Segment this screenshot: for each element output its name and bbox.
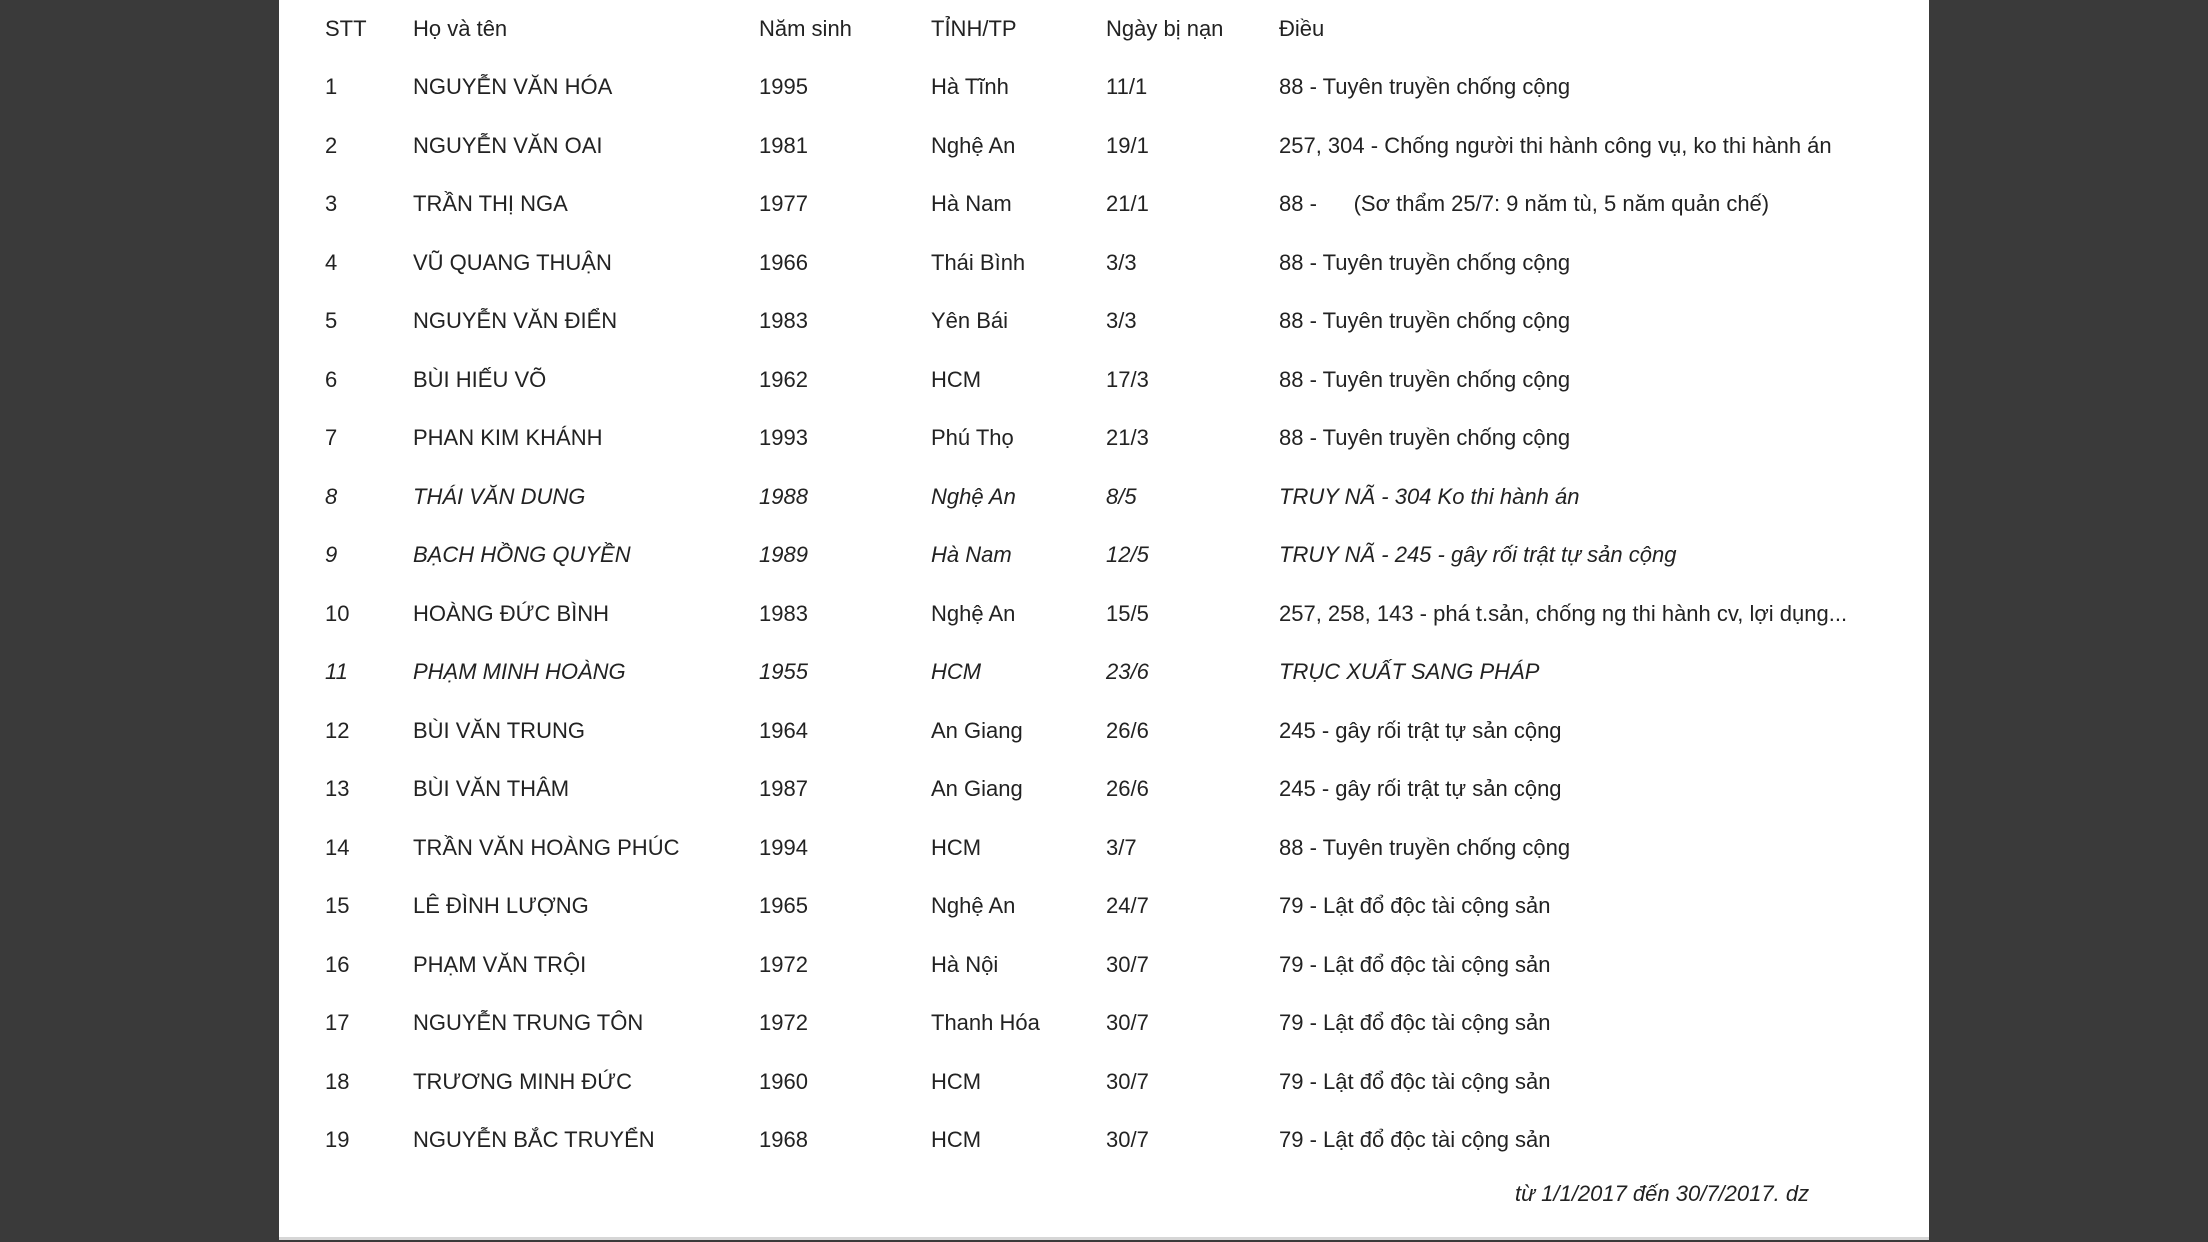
cell-name: NGUYỄN VĂN HÓA — [413, 74, 613, 99]
table-row — [325, 526, 1915, 585]
cell-stt: 11 — [325, 659, 348, 684]
header-date: Ngày bị nạn — [1106, 16, 1224, 41]
cell-date: 21/1 — [1106, 191, 1149, 216]
cell-date: 26/6 — [1106, 776, 1149, 801]
cell-stt: 3 — [325, 191, 338, 216]
cell-name: PHẠM VĂN TRỘI — [413, 951, 587, 977]
table-row — [325, 468, 1915, 527]
cell-stt: 17 — [325, 1010, 350, 1035]
cell-date: 11/1 — [1106, 74, 1148, 99]
cell-date: 26/6 — [1106, 717, 1149, 743]
cell-year: 1972 — [759, 1010, 808, 1035]
cell-province: HCM — [931, 366, 982, 392]
table-row — [325, 175, 1915, 234]
cell-province: Yên Bái — [931, 308, 1009, 333]
cell-law: 245 - gây rối trật tự sản cộng — [1279, 717, 1562, 743]
table-row — [325, 702, 1915, 761]
cell-province: An Giang — [931, 717, 1023, 743]
header-stt: STT — [325, 16, 367, 41]
header-law: Điều — [1279, 16, 1325, 41]
cell-province: Hà Nam — [931, 542, 1012, 567]
cell-date: 3/3 — [1106, 308, 1137, 333]
cell-year: 1962 — [759, 366, 808, 392]
cell-stt: 12 — [325, 717, 350, 743]
cell-date: 17/3 — [1106, 366, 1149, 392]
cell-date: 30/7 — [1106, 1127, 1149, 1152]
cell-year: 1995 — [759, 74, 808, 99]
cell-province: Hà Tĩnh — [931, 74, 1009, 99]
cell-province: Phú Thọ — [931, 425, 1014, 450]
document-page — [279, 0, 1929, 1240]
cell-year: 1983 — [759, 600, 808, 626]
cell-law: 88 - Tuyên truyền chống cộng — [1279, 249, 1571, 275]
cell-province: Thanh Hóa — [931, 1010, 1040, 1035]
table-row — [325, 58, 1915, 117]
cell-year: 1987 — [759, 776, 808, 801]
cell-stt: 4 — [325, 249, 338, 275]
cell-year: 1983 — [759, 308, 808, 333]
cell-name: VŨ QUANG THUẬN — [413, 249, 612, 275]
cell-province: HCM — [931, 659, 982, 684]
cell-stt: 13 — [325, 776, 350, 801]
table-row — [325, 643, 1915, 702]
cell-date: 19/1 — [1106, 132, 1149, 158]
cell-province: Nghệ An — [931, 483, 1016, 509]
cell-year: 1964 — [759, 717, 808, 743]
cell-year: 1955 — [759, 659, 808, 684]
table-row — [325, 1111, 1915, 1170]
cell-law: 257, 258, 143 - phá t.sản, chống ng thi hành cv, lợi dụng... — [1279, 600, 1848, 626]
cell-province: HCM — [931, 1068, 982, 1094]
cell-year: 1966 — [759, 249, 808, 275]
cell-stt: 8 — [325, 483, 338, 509]
cell-province: Thái Bình — [931, 249, 1026, 275]
cell-law: 79 - Lật đổ độc tài cộng sản — [1279, 1010, 1551, 1035]
cell-law: 88 - Tuyên truyền chống cộng — [1279, 366, 1571, 392]
cell-stt: 5 — [325, 308, 338, 333]
cell-province: Hà Nam — [931, 191, 1012, 216]
cell-law: 245 - gây rối trật tự sản cộng — [1279, 776, 1562, 801]
cell-province: HCM — [931, 834, 982, 860]
cell-year: 1993 — [759, 425, 808, 450]
cell-law: 88 - Tuyên truyền chống cộng — [1279, 74, 1571, 99]
table-row — [325, 760, 1915, 819]
cell-date: 3/7 — [1106, 834, 1137, 860]
cell-name: NGUYỄN BẮC TRUYỂN — [413, 1127, 655, 1152]
cell-name: BÙI VĂN TRUNG — [413, 717, 585, 743]
cell-date: 30/7 — [1106, 1068, 1149, 1094]
cell-law: 88 - Tuyên truyền chống cộng — [1279, 425, 1571, 450]
table-row — [325, 994, 1915, 1053]
cell-province: Nghệ An — [931, 132, 1016, 158]
cell-stt: 10 — [325, 600, 350, 626]
cell-province: HCM — [931, 1127, 982, 1152]
table-body — [325, 58, 1915, 1170]
cell-date: 15/5 — [1106, 600, 1149, 626]
cell-law: TRUY NÃ - 304 Ko thi hành án — [1279, 483, 1580, 509]
cell-year: 1960 — [759, 1068, 808, 1094]
cell-name: TRƯƠNG MINH ĐỨC — [413, 1068, 632, 1094]
table-row — [325, 409, 1915, 468]
cell-province: Hà Nội — [931, 951, 999, 977]
cell-year: 1981 — [759, 132, 808, 158]
table-row — [325, 877, 1915, 936]
cell-stt: 7 — [325, 425, 338, 450]
table-header-row — [325, 0, 1915, 58]
cell-year: 1968 — [759, 1127, 808, 1152]
cell-name: NGUYỄN VĂN OAI — [413, 132, 603, 158]
cell-date: 21/3 — [1106, 425, 1149, 450]
cell-date: 3/3 — [1106, 249, 1137, 275]
cell-law: TRỤC XUẤT SANG PHÁP — [1279, 659, 1540, 684]
cell-name: NGUYỄN VĂN ĐIỂN — [413, 308, 618, 333]
cell-name: TRẦN THỊ NGA — [413, 191, 568, 216]
table-row — [325, 819, 1915, 878]
cell-year: 1972 — [759, 951, 808, 977]
cell-stt: 6 — [325, 366, 338, 392]
cell-law: TRUY NÃ - 245 - gây rối trật tự sản cộng — [1279, 542, 1677, 567]
table-row — [325, 117, 1915, 176]
cell-stt: 2 — [325, 132, 338, 158]
cell-name: PHẠM MINH HOÀNG — [413, 659, 626, 684]
header-year: Năm sinh — [759, 16, 852, 41]
cell-year: 1977 — [759, 191, 808, 216]
cell-name: BẠCH HỒNG QUYỀN — [413, 542, 631, 567]
cell-law: 257, 304 - Chống người thi hành công vụ, ko thi hành án — [1279, 132, 1832, 158]
cell-law: 79 - Lật đổ độc tài cộng sản — [1279, 951, 1551, 977]
cell-law: 79 - Lật đổ độc tài cộng sản — [1279, 1068, 1551, 1094]
cell-stt: 14 — [325, 834, 350, 860]
cell-name: HOÀNG ĐỨC BÌNH — [413, 600, 610, 626]
cell-law: 88 - Tuyên truyền chống cộng — [1279, 834, 1571, 860]
cell-year: 1989 — [759, 542, 808, 567]
cell-year: 1988 — [759, 483, 808, 509]
table-row — [325, 234, 1915, 293]
table-row — [325, 292, 1915, 351]
cell-law: 88 - Tuyên truyền chống cộng — [1279, 308, 1571, 333]
table-row — [325, 351, 1915, 410]
cell-date: 8/5 — [1106, 483, 1137, 509]
cell-province: An Giang — [931, 776, 1023, 801]
header-name: Họ và tên — [413, 16, 508, 41]
cell-name: NGUYỄN TRUNG TÔN — [413, 1010, 644, 1035]
cell-province: Nghệ An — [931, 893, 1016, 918]
cell-stt: 1 — [325, 74, 338, 99]
cell-stt: 19 — [325, 1127, 350, 1152]
date-range-note: từ 1/1/2017 đến 30/7/2017. dz — [1515, 1181, 1810, 1206]
cell-year: 1965 — [759, 893, 808, 918]
cell-date: 23/6 — [1106, 659, 1149, 684]
table-row — [325, 585, 1915, 644]
cell-name: BÙI VĂN THÂM — [413, 776, 570, 801]
cell-law: 88 - (Sơ thẩm 25/7: 9 năm tù, 5 năm quản chế) — [1279, 191, 1770, 216]
cell-name: LÊ ĐÌNH LƯỢNG — [413, 893, 589, 918]
cell-name: TRẦN VĂN HOÀNG PHÚC — [413, 834, 680, 860]
cell-name: THÁI VĂN DUNG — [413, 483, 586, 509]
table-row — [325, 936, 1915, 995]
header-province: TỈNH/TP — [931, 16, 1017, 41]
cell-date: 12/5 — [1106, 542, 1149, 567]
cell-date: 30/7 — [1106, 1010, 1149, 1035]
cell-stt: 18 — [325, 1068, 350, 1094]
cell-name: PHAN KIM KHÁNH — [413, 425, 603, 450]
cell-date: 24/7 — [1106, 893, 1149, 918]
table-row — [325, 1053, 1915, 1112]
cell-year: 1994 — [759, 834, 808, 860]
cell-stt: 16 — [325, 951, 350, 977]
cell-law: 79 - Lật đổ độc tài cộng sản — [1279, 1127, 1551, 1152]
cell-stt: 9 — [325, 542, 338, 567]
cell-name: BÙI HIẾU VÕ — [413, 366, 547, 392]
cell-law: 79 - Lật đổ độc tài cộng sản — [1279, 893, 1551, 918]
cell-stt: 15 — [325, 893, 350, 918]
cell-date: 30/7 — [1106, 951, 1149, 977]
cell-province: Nghệ An — [931, 600, 1016, 626]
prisoner-table — [325, 0, 1915, 1170]
